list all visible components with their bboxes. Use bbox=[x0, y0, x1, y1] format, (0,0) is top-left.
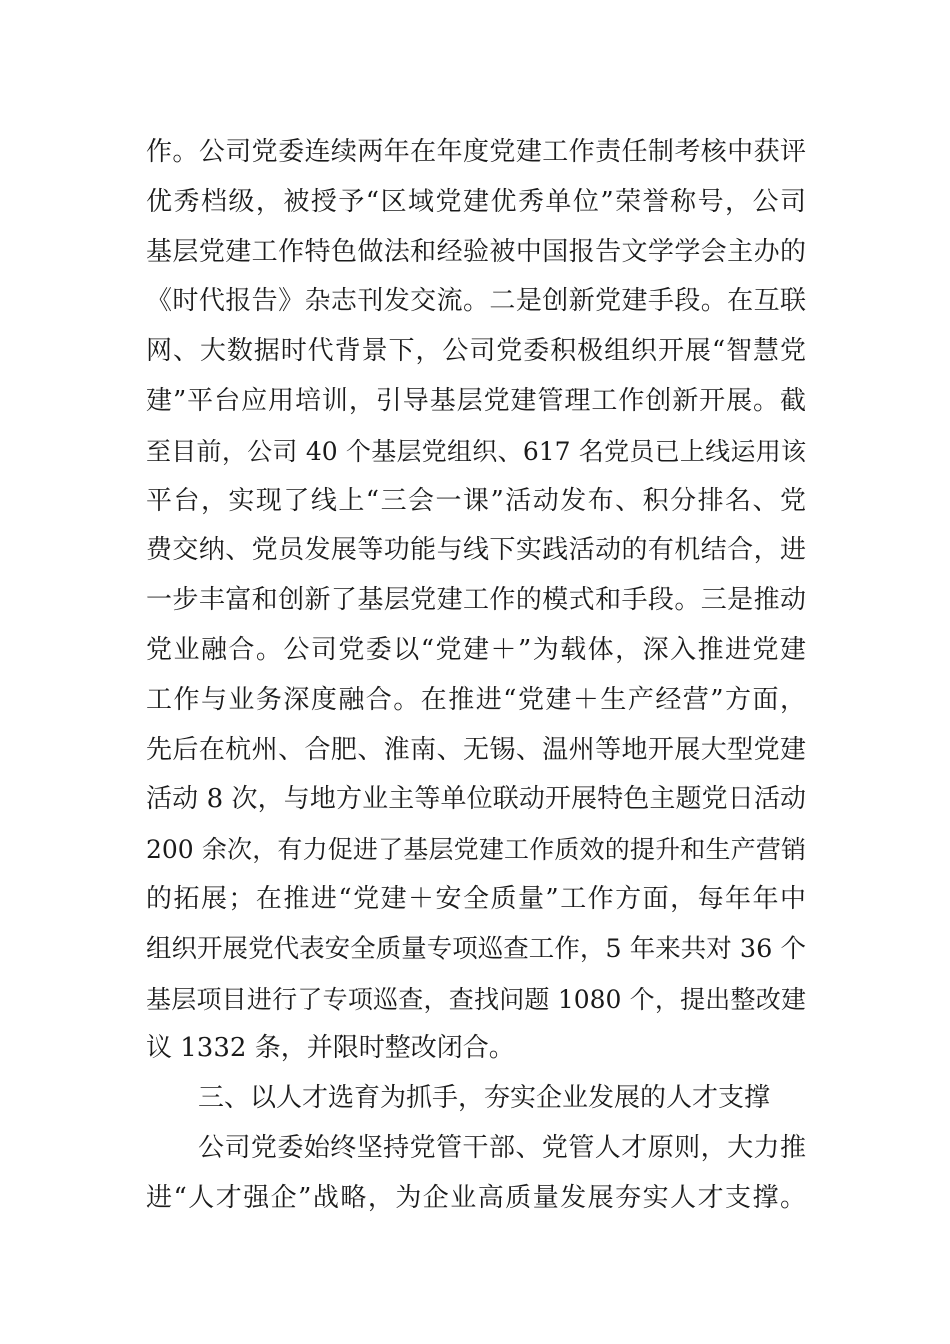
text-line: 平台，实现了线上“三会一课”活动发布、积分排名、党 bbox=[146, 485, 806, 516]
text-line: 200 余次，有力促进了基层党建工作质效的提升和生产营销 bbox=[146, 835, 806, 865]
text-line: 党业融合。公司党委以“党建＋”为载体，深入推进党建 bbox=[146, 634, 806, 665]
text-line: 《时代报告》杂志刊发交流。二是创新党建手段。在互联 bbox=[146, 286, 806, 317]
section-heading: 三、以人才选育为抓手，夯实企业发展的人才支撑 bbox=[198, 1083, 771, 1114]
text-line: 先后在杭州、合肥、淮南、无锡、温州等地开展大型党建 bbox=[146, 734, 806, 765]
text-line: 基层项目进行了专项巡查，查找问题 1080 个，提出整改建 bbox=[146, 984, 806, 1014]
text-line: 基层党建工作特色做法和经验被中国报告文学学会主办的 bbox=[146, 236, 806, 267]
text-line: 的拓展；在推进“党建＋安全质量”工作方面，每年年中 bbox=[146, 883, 806, 914]
text-line: 工作与业务深度融合。在推进“党建＋生产经营”方面， bbox=[146, 684, 806, 715]
text-line: 议 1332 条，并限时整改闭合。 bbox=[146, 1033, 515, 1064]
text-line: 活动 8 次，与地方业主等单位联动开展特色主题党日活动 bbox=[146, 784, 806, 815]
text-line: 作。公司党委连续两年在年度党建工作责任制考核中获评 bbox=[146, 137, 806, 167]
text-line: 优秀档级，被授予“区域党建优秀单位”荣誉称号，公司 bbox=[146, 186, 806, 217]
paragraph-1 bbox=[146, 128, 806, 1074]
paragraph-2 bbox=[146, 1124, 806, 1224]
text-line: 进“人才强企”战略，为企业高质量发展夯实人才支撑。 bbox=[146, 1182, 806, 1213]
text-line: 公司党委始终坚持党管干部、党管人才原则，大力推 bbox=[198, 1132, 806, 1163]
text-line: 费交纳、党员发展等功能与线下实践活动的有机结合，进 bbox=[146, 535, 806, 566]
text-line: 一步丰富和创新了基层党建工作的模式和手段。三是推动 bbox=[146, 585, 806, 616]
text-line: 至目前，公司 40 个基层党组织、617 名党员已上线运用该 bbox=[146, 436, 806, 466]
text-line: 建”平台应用培训，引导基层党建管理工作创新开展。截 bbox=[146, 385, 806, 416]
text-line: 网、大数据时代背景下，公司党委积极组织开展“智慧党 bbox=[146, 336, 806, 367]
text-line: 组织开展党代表安全质量专项巡查工作，5 年来共对 36 个 bbox=[146, 933, 806, 964]
document-body bbox=[146, 128, 806, 1224]
